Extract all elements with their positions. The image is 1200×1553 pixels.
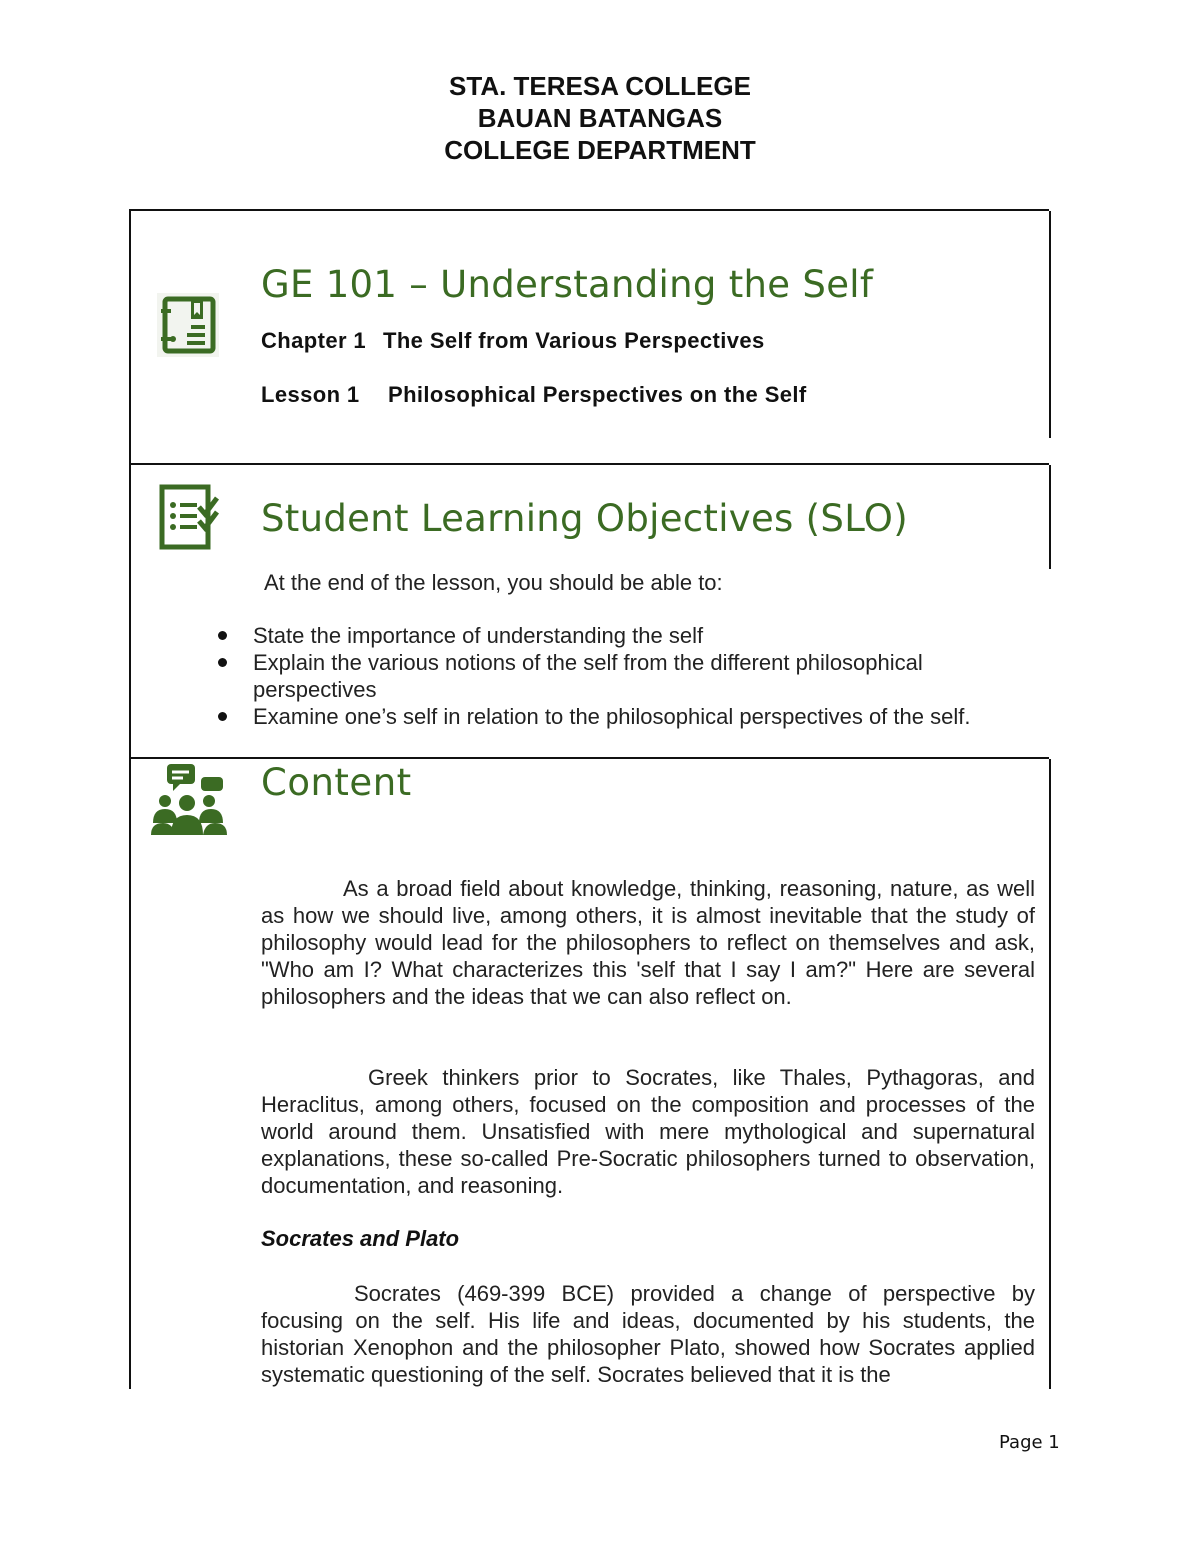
content-title: Content (261, 761, 412, 804)
course-title: GE 101 – Understanding the Self (261, 263, 874, 306)
checklist-icon (159, 483, 221, 558)
chapter-label: Chapter 1 (261, 328, 367, 353)
paragraph: Greek thinkers prior to Socrates, like Thales, Pythagoras, and Heraclitus, among others, focused on the composition and processes of the world around them. Unsatisfied with mere mythological and supernatural explanations, these so-called Pre-Socratic philosophers turned to observation, documentation, and reasoning. (261, 1065, 1035, 1198)
school-name: STA. TERESA COLLEGE (449, 71, 751, 101)
paragraph: As a broad field about knowledge, thinking, reasoning, nature, as well as how we should live, among others, it is almost inevitable that the study of philosophy would lead for the philosophers to reflect on themselves and ask, "Who am I? What characterizes this 'self that I say I am?" Here are several philosophers and the ideas that we can also reflect on. (261, 876, 1035, 1009)
page-number: Page 1 (999, 1432, 1060, 1453)
school-location: BAUAN BATANGAS (477, 103, 723, 133)
slo-title: Student Learning Objectives (SLO) (261, 497, 908, 540)
school-header (0, 70, 1200, 166)
objectives-list (211, 622, 991, 730)
content-section (129, 757, 1049, 1389)
group-discussion-icon (151, 763, 227, 840)
department-name: COLLEGE DEPARTMENT (444, 135, 756, 165)
chapter-title: The Self from Various Perspectives (383, 328, 765, 353)
chapter-line (261, 328, 765, 354)
list-item: Examine one’s self in relation to the philosophical perspectives of the self. (211, 703, 991, 730)
slo-section (129, 463, 1049, 759)
course-section (129, 209, 1049, 465)
subheading: Socrates and Plato (261, 1226, 460, 1251)
lesson-title: Philosophical Perspectives on the Self (388, 382, 807, 407)
list-item: Explain the various notions of the self from the different philosophical perspectives (211, 649, 991, 703)
book-icon (157, 293, 219, 362)
lesson-line (261, 382, 807, 408)
list-item: State the importance of understanding the self (211, 622, 991, 649)
paragraph: Socrates (469-399 BCE) provided a change of perspective by focusing on the self. His life and ideas, documented by his students, the historian Xenophon and the philosopher Plato, showed how Socrates applied systematic questioning of the self. Socrates believed that it is the (261, 1281, 1035, 1387)
slo-intro: At the end of the lesson, you should be able to: (264, 570, 723, 595)
lesson-label: Lesson 1 (261, 382, 360, 407)
